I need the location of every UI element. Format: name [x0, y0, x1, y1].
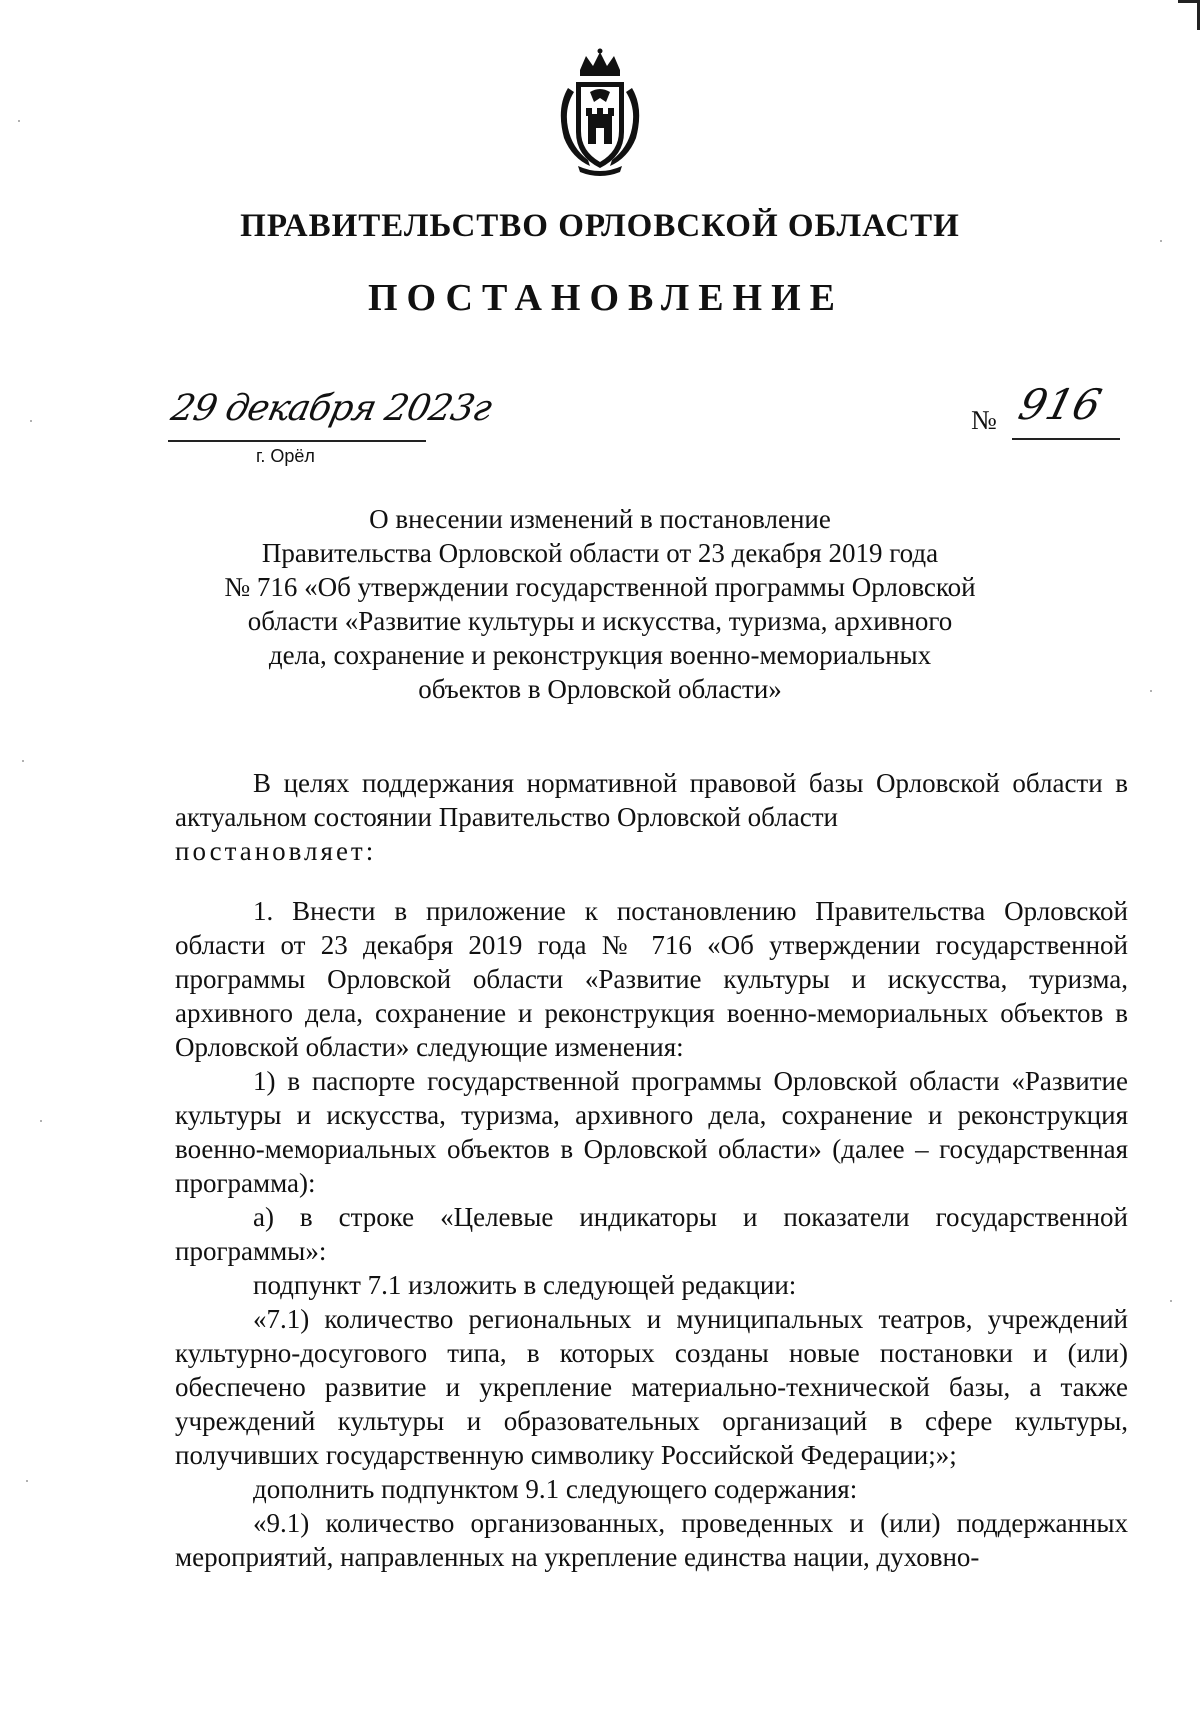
subject-line: Правительства Орловской области от 23 декабря 2019 года [261, 538, 939, 568]
scan-speck [30, 420, 32, 422]
body-paragraph: подпункт 7.1 изложить в следующей редакции: [253, 1270, 797, 1300]
government-title: ПРАВИТЕЛЬСТВО ОРЛОВСКОЙ ОБЛАСТИ [240, 208, 960, 244]
main-body [175, 894, 1128, 1574]
handwritten-number: 916 [1013, 380, 1107, 429]
scan-speck [1150, 690, 1152, 692]
document-type-title: ПОСТАНОВЛЕНИЕ [367, 277, 845, 319]
scan-speck [1160, 240, 1162, 242]
scan-speck [22, 760, 24, 762]
scan-speck [18, 120, 20, 122]
document-subject [200, 502, 1000, 706]
body-paragraph: 1. Внести в приложение к постановлению Правительства Орловской области от 23 декабря 2019 года № 716 «Об утверждении государственной программы Орловской области «Развитие культуры и искусства, туризма, архивного дела, сохранение и реконструкция военно-мемориальных объектов в Орловской области» следующие изменения: [175, 896, 1128, 1062]
body-paragraph: дополнить подпунктом 9.1 следующего содержания: [253, 1474, 858, 1504]
preamble-paragraph: В целях поддержания нормативной правовой базы Орловской области в актуальном состоянии Правительство Орловской области [175, 768, 1128, 832]
subject-line: объектов в Орловской области» [418, 674, 782, 704]
body-paragraph: 1) в паспорте государственной программы Орловской области «Развитие культуры и искусства, туризма, архивного дела, сохранение и реконструкция военно-мемориальных объектов в Орловской области» (далее – государственная программа): [175, 1066, 1128, 1198]
number-label: № [971, 405, 997, 435]
subject-line: № 716 «Об утверждении государственной программы Орловской [224, 572, 976, 602]
city-label: г. Орёл [256, 446, 315, 466]
subject-line: дела, сохранение и реконструкция военно-мемориальных [268, 640, 932, 670]
handwritten-date: 29 декабря 2023г [167, 388, 495, 429]
subject-line: О внесении изменений в постановление [369, 504, 831, 534]
body-paragraph: а) в строке «Целевые индикаторы и показатели государственной программы»: [175, 1202, 1128, 1266]
scan-speck [40, 1120, 42, 1122]
decree-word: постановляет: [175, 836, 377, 866]
scan-speck [1170, 1300, 1172, 1302]
coat-of-arms-emblem [550, 48, 650, 178]
body-paragraph: «7.1) количество региональных и муниципальных театров, учреждений культурно-досугового типа, в которых созданы новые постановки и (или) обеспечено развитие и укрепление материально-технической базы, а также учреждений культуры и образовательных организаций в сфере культуры, получивших государственную символику Российской Федерации;»; [175, 1304, 1128, 1470]
body-paragraph: «9.1) количество организованных, проведенных и (или) поддержанных мероприятий, направленных на укрепление единства нации, духовно- [175, 1508, 1128, 1572]
scan-speck [26, 1480, 28, 1482]
subject-line: области «Развитие культуры и искусства, туризма, архивного [247, 606, 953, 636]
preamble-block [175, 766, 1128, 868]
